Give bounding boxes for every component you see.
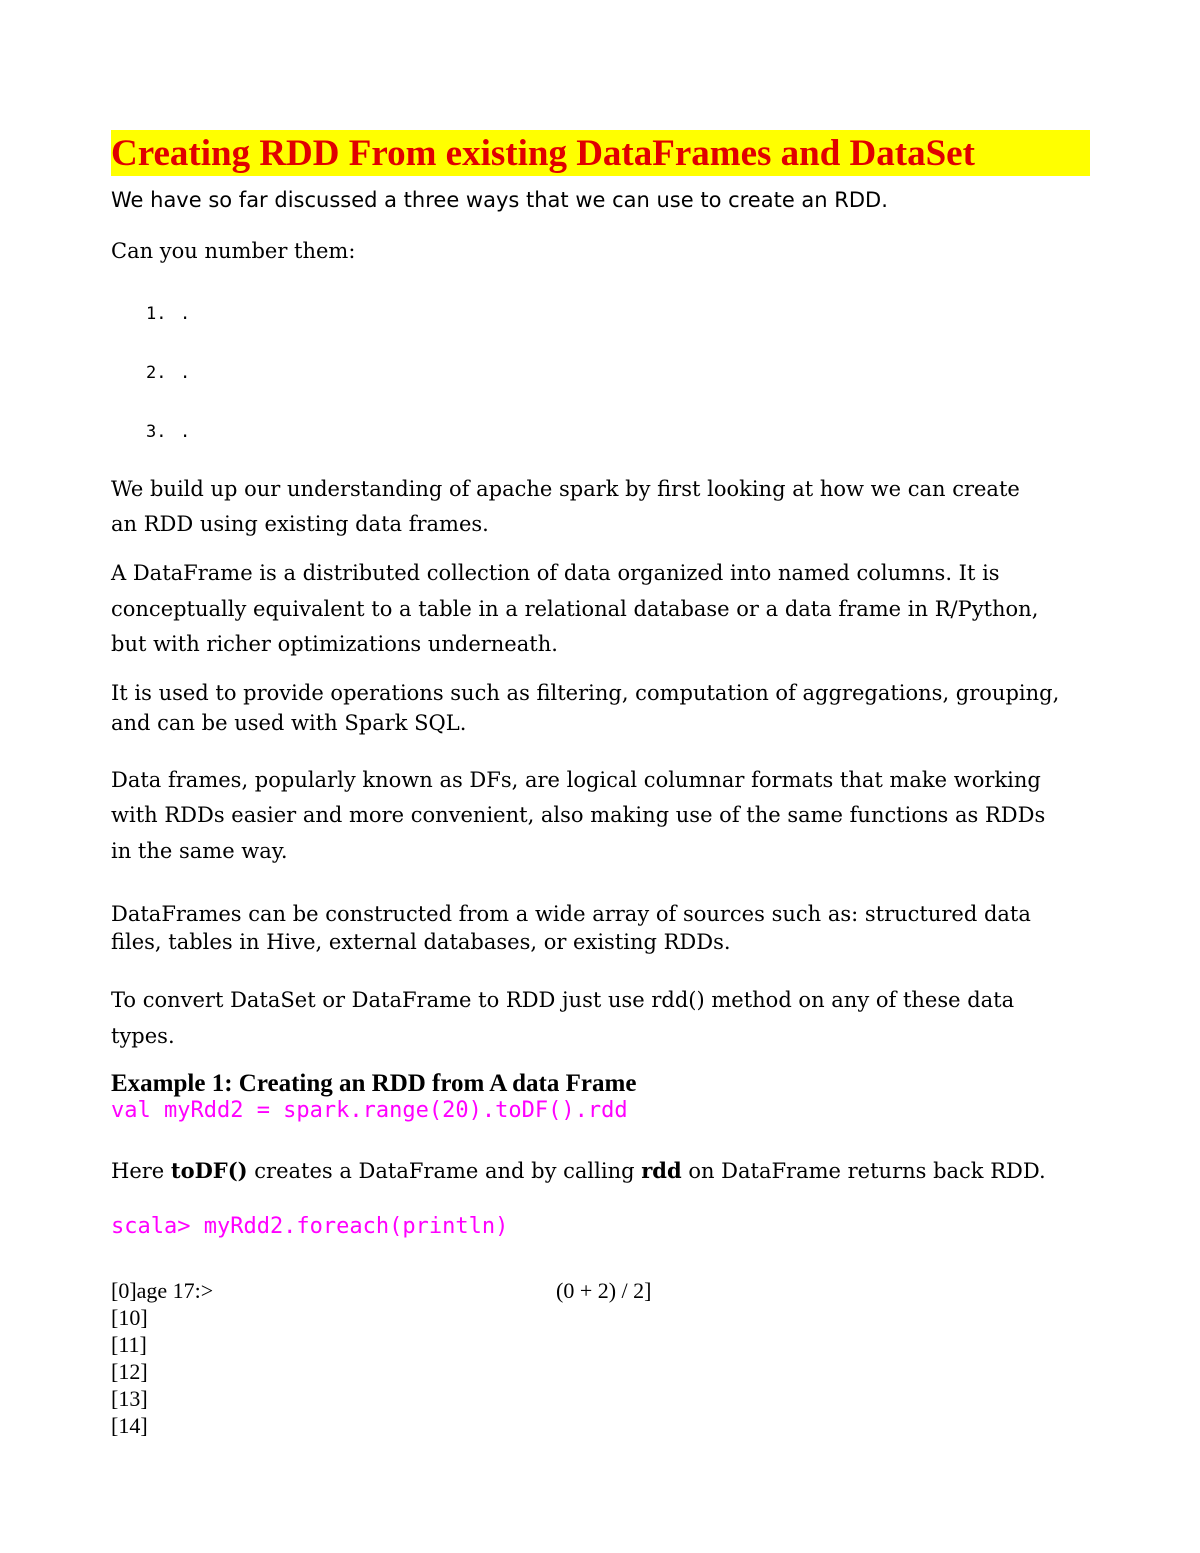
list-item-number: 1. [146,304,167,324]
paragraph-line: in the same way. [111,839,288,863]
code-snippet: val myRdd2 = spark.range(20).toDF().rdd [111,1098,628,1123]
question-text: Can you number them: [111,239,356,263]
paragraph-line: A DataFrame is a distributed collection of data organized into named columns. It is [111,561,1000,585]
output-stage-left: [0]age 17:> [111,1278,214,1303]
list-item-text: . [180,363,191,383]
output-stage-right: (0 + 2) / 2] [556,1278,652,1303]
output-row: [12] [111,1359,148,1384]
output-row: [13] [111,1386,148,1411]
paragraph-line: DataFrames can be constructed from a wide array of sources such as: structured data [111,902,1031,926]
inline-code-bold: toDF() [170,1158,248,1183]
example-heading: Example 1: Creating an RDD from A data Frame [111,1070,637,1097]
page-title: Creating RDD From existing DataFrames and DataSet [111,133,975,174]
explanation-text: on DataFrame returns back RDD. [681,1159,1046,1183]
paragraph-line: with RDDs easier and more convenient, also making use of the same functions as RDDs [111,803,1046,827]
output-row: [10] [111,1305,148,1330]
paragraph-line: types. [111,1024,175,1048]
output-row: [11] [111,1332,147,1357]
paragraph-line: We build up our understanding of apache spark by first looking at how we can create [111,477,1020,501]
paragraph-line: It is used to provide operations such as filtering, computation of aggregations, grouping, [111,681,1060,705]
list-item [146,422,206,444]
paragraph-line: conceptually equivalent to a table in a relational database or a data frame in R/Python, [111,597,1039,621]
paragraph-line: To convert DataSet or DataFrame to RDD just use rdd() method on any of these data [111,988,1015,1012]
list-item [146,363,206,385]
paragraph-line: and can be used with Spark SQL. [111,711,467,735]
list-item-text: . [180,422,191,442]
intro-text: We have so far discussed a three ways that we can use to create an RDD. [111,188,888,212]
paragraph-line: an RDD using existing data frames. [111,512,489,536]
explanation-text: creates a DataFrame and by calling [247,1159,642,1183]
explanation-line [111,1158,1046,1183]
paragraph-line: but with richer optimizations underneath. [111,632,558,656]
inline-code-bold: rdd [641,1158,682,1183]
explanation-text: Here [111,1159,171,1183]
output-row: [14] [111,1413,148,1438]
paragraph-line: files, tables in Hive, external databases, or existing RDDs. [111,930,731,954]
code-snippet: scala> myRdd2.foreach(println) [111,1214,509,1239]
list-item-number: 3. [146,422,167,442]
paragraph-line: Data frames, popularly known as DFs, are logical columnar formats that make working [111,768,1041,792]
list-item-text: . [180,304,191,324]
list-item [146,304,206,326]
list-item-number: 2. [146,363,167,383]
